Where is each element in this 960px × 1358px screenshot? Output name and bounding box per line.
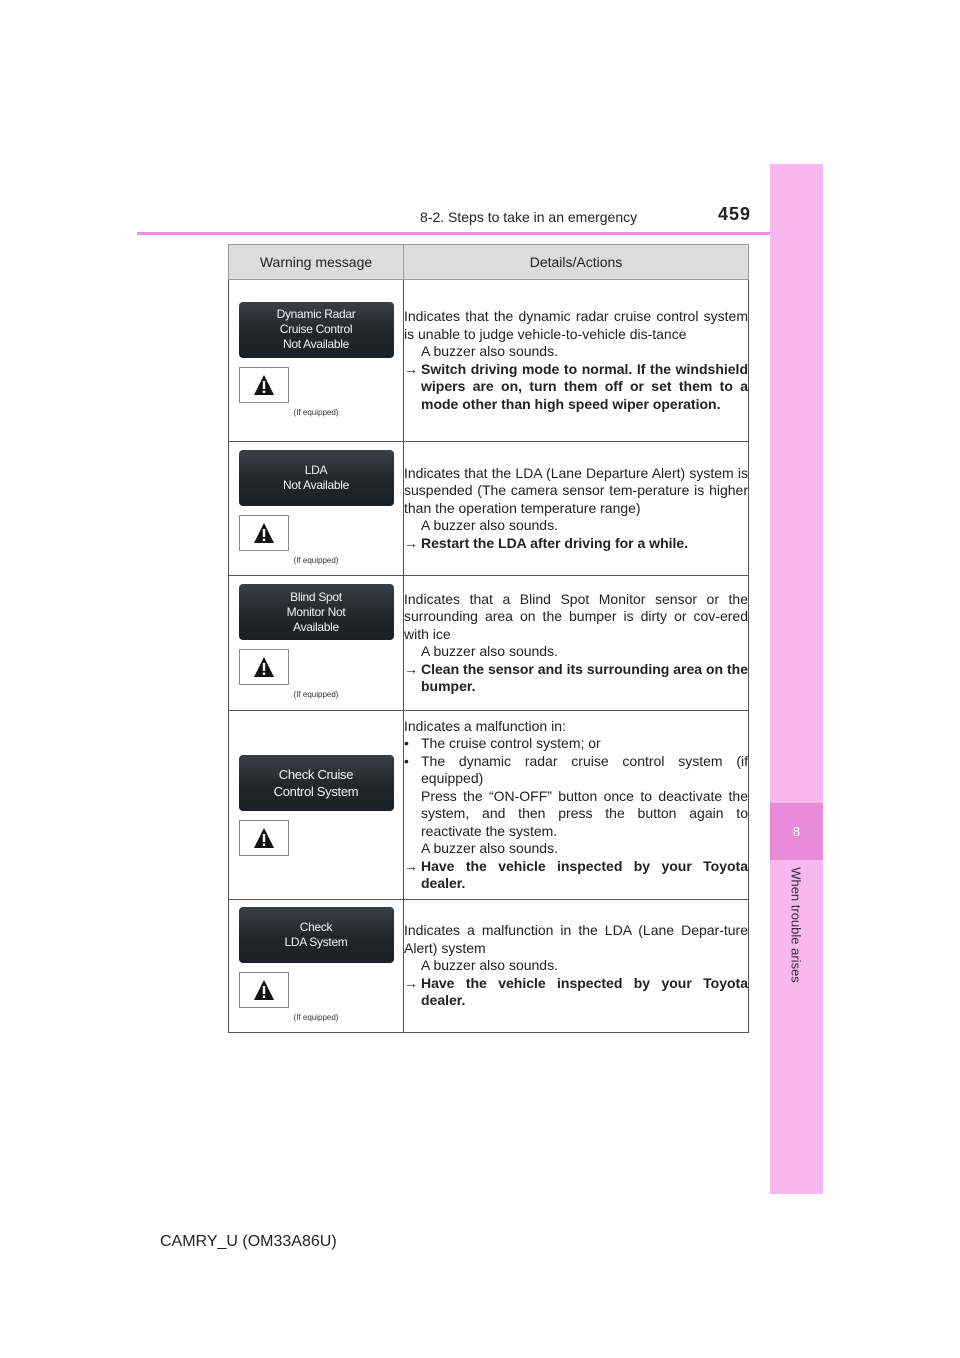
- arrow-icon: →: [404, 660, 418, 677]
- detail-description: Indicates that the dynamic radar cruise control system is unable to judge vehicle-to-vehicle dis-tance: [404, 308, 748, 342]
- table-row: [229, 576, 749, 711]
- buzzer-note: A buzzer also sounds.: [421, 643, 558, 659]
- action-text: Restart the LDA after driving for a while.: [421, 534, 689, 551]
- action-text: Switch driving mode to normal. If the windshield wipers are on, turn them off or set them to a mode other than high speed wiper operation.: [421, 360, 748, 412]
- warning-icon: [239, 649, 289, 685]
- warning-message-cell: [229, 711, 404, 900]
- detail-description: Indicates a malfunction in the LDA (Lane Depar-ture Alert) system: [404, 922, 748, 956]
- display-message-image: Dynamic Radar Cruise Control Not Available: [239, 302, 394, 358]
- details-cell: [404, 442, 749, 576]
- bullet-item: [404, 735, 748, 753]
- arrow-icon: →: [404, 974, 418, 991]
- detail-description: Indicates that a Blind Spot Monitor sensor or the surrounding area on the bumper is dirty or cov-ered with ice: [404, 590, 748, 642]
- warning-message-cell: [229, 280, 404, 442]
- table-header-row: [229, 245, 749, 280]
- details-cell: [404, 280, 749, 442]
- warning-icon: [239, 820, 289, 856]
- header-rule: [137, 232, 822, 235]
- display-message-image: LDA Not Available: [239, 450, 394, 506]
- display-message-image: Blind Spot Monitor Not Available: [239, 584, 394, 640]
- bullet-icon: •: [404, 735, 409, 751]
- warning-message-cell: [229, 576, 404, 711]
- section-title: 8-2. Steps to take in an emergency: [420, 209, 638, 225]
- action-text: Clean the sensor and its surrounding area on the bumper.: [421, 660, 748, 694]
- press-instruction: Press the “ON-OFF” button once to deactivate the system, and then press the button again to reactivate the system.: [421, 787, 748, 839]
- arrow-icon: →: [404, 534, 418, 551]
- action-line: [404, 975, 748, 1010]
- action-line: [404, 858, 748, 893]
- warning-message-cell: [229, 442, 404, 576]
- bullet-text: The cruise control system; or: [421, 735, 601, 751]
- chapter-number-box: [770, 803, 823, 860]
- warning-icon: [239, 367, 289, 403]
- buzzer-note: A buzzer also sounds.: [421, 840, 558, 856]
- warning-icon: [239, 972, 289, 1008]
- detail-description: Indicates that the LDA (Lane Departure Alert) system is suspended (The camera sensor tem-perature is higher than the operation temperature range): [404, 464, 748, 516]
- arrow-icon: →: [404, 857, 418, 874]
- detail-description: Indicates a malfunction in:: [404, 717, 566, 734]
- table-row: [229, 900, 749, 1033]
- table-row: [229, 711, 749, 900]
- column-header-warning-message: Warning message: [229, 245, 404, 280]
- warning-icon: [239, 515, 289, 551]
- action-text: Have the vehicle inspected by your Toyota dealer.: [421, 974, 748, 1009]
- action-line: [404, 661, 748, 696]
- table-row: [229, 442, 749, 576]
- manual-code: CAMRY_U (OM33A86U): [160, 1233, 337, 1250]
- action-line: [404, 361, 748, 414]
- table-row: [229, 280, 749, 442]
- display-message-image: Check Cruise Control System: [239, 755, 394, 811]
- if-equipped-note: (If equipped): [293, 690, 339, 699]
- details-cell: [404, 900, 749, 1033]
- buzzer-note: A buzzer also sounds.: [421, 517, 558, 534]
- chapter-number: 8: [792, 824, 801, 839]
- action-line: [404, 535, 748, 553]
- arrow-icon: →: [404, 360, 418, 377]
- if-equipped-note: (If equipped): [293, 1013, 339, 1022]
- column-header-details-actions: Details/Actions: [404, 245, 749, 280]
- action-text: Have the vehicle inspected by your Toyota dealer.: [421, 857, 748, 891]
- warning-message-cell: [229, 900, 404, 1033]
- if-equipped-note: (If equipped): [293, 555, 339, 565]
- page-number: 459: [718, 204, 752, 224]
- details-cell: [404, 711, 749, 900]
- if-equipped-note: (If equipped): [293, 407, 339, 417]
- chapter-title: When trouble arises: [788, 867, 804, 983]
- warning-message-table: [228, 244, 749, 1033]
- bullet-icon: •: [404, 752, 409, 769]
- bullet-text: The dynamic radar cruise control system (if equipped): [421, 752, 748, 786]
- details-cell: [404, 576, 749, 711]
- buzzer-note: A buzzer also sounds.: [421, 343, 558, 359]
- buzzer-note: A buzzer also sounds.: [421, 957, 558, 974]
- chapter-side-tab: [770, 164, 823, 1194]
- display-message-image: Check LDA System: [239, 907, 394, 963]
- bullet-item: [404, 753, 748, 788]
